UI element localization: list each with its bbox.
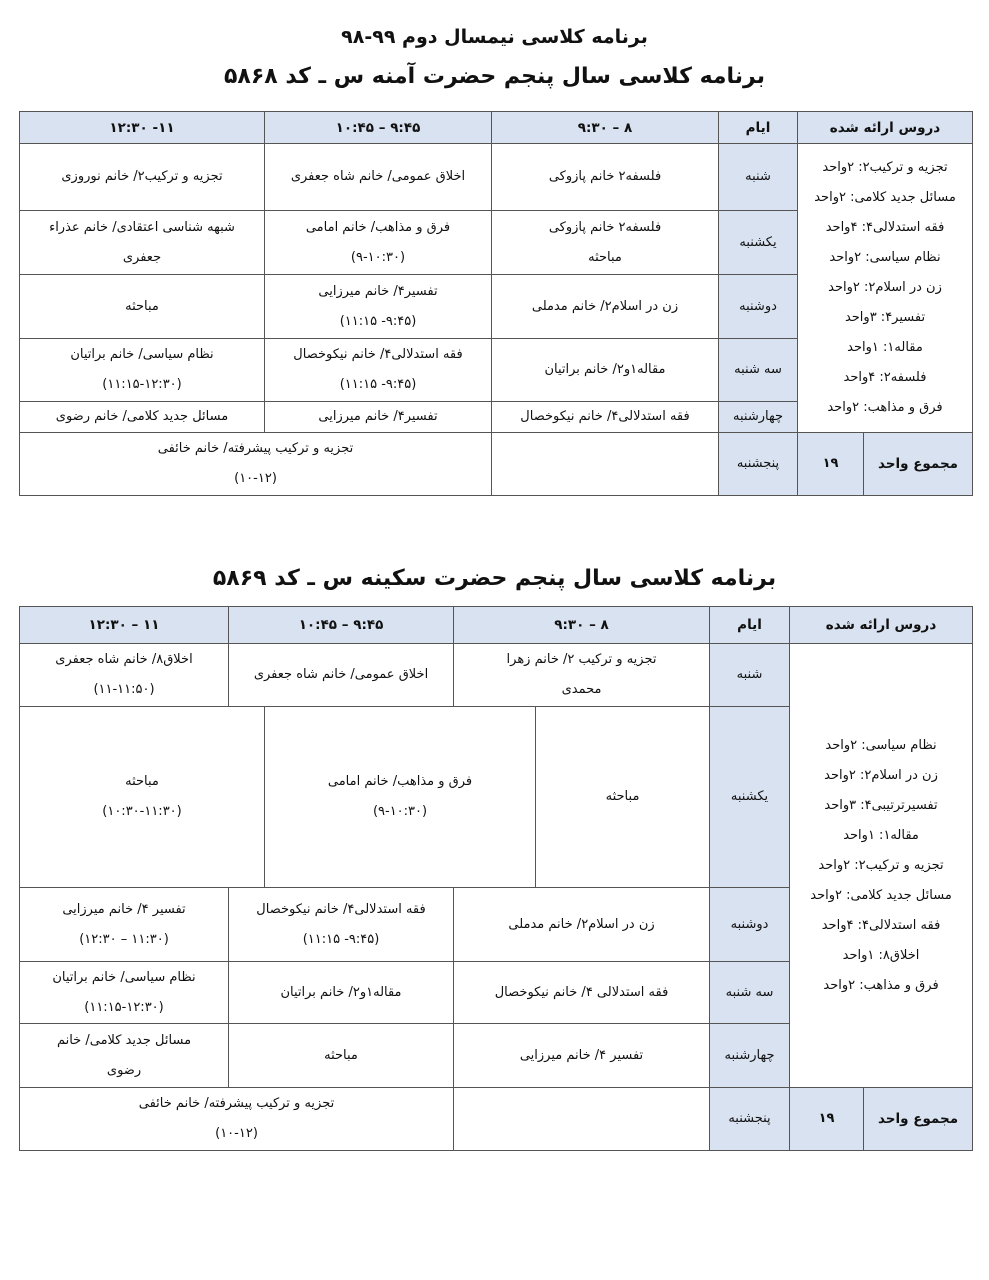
course-item: مسائل جدید کلامی: ۲واحد [814,190,956,205]
header-slot-3: ۱۱ – ۱۲:۳۰ [20,607,229,644]
schedule-cell [20,1088,454,1151]
cell-line: اخلاق۸/ خانم شاه جعفری [55,652,193,667]
schedule-cell: تفسیر۴/ خانم میرزایی [265,402,492,433]
header-slot-2: ۹:۴۵ – ۱۰:۴۵ [265,112,492,144]
cell-line: محمدی [561,682,602,697]
schedule-cell: مباحثه [20,275,265,339]
schedule-table-sakineh [19,606,973,1151]
header-slot-2: ۹:۴۵ – ۱۰:۴۵ [229,607,454,644]
schedule-table-amene [19,111,973,496]
header-courses: دروس ارائه شده [790,607,973,644]
schedule-cell: اخلاق عمومی/ خانم شاه جعفری [265,144,492,211]
schedule-cell: مباحثه [536,707,710,888]
cell-line: تفسیر ۴/ خانم میرزایی [62,901,186,917]
day-label: یکشنبه [719,211,798,275]
day-label: شنبه [710,644,790,707]
cell-line: (۹:۴۵- ۱۱:۱۵) [339,313,417,329]
course-item: زن در اسلام۲: ۲واحد [828,280,942,295]
class2-title: برنامه کلاسی سال پنجم حضرت سکینه س ـ کد ۵۸۶۹ [212,566,777,591]
cell-line: شبهه شناسی اعتقادی/ خانم عذراء [49,219,235,235]
cell-line: مباحثه [125,774,159,789]
cell-line: تجزیه و ترکیب پیشرفته/ خانم خائفی [138,1096,335,1111]
table-header-row [20,607,973,644]
cell-line: (۱۰-۱۲) [234,471,277,486]
course-item: تجزیه و ترکیب۲: ۲واحد [822,160,948,175]
schedule-cell [492,433,719,496]
schedule-cell: مباحثه [229,1024,454,1088]
table-row-thursday [20,433,973,496]
cell-line: فلسفه۲ خانم پازوکی [548,219,662,235]
schedule-cell [265,339,492,402]
cell-line: فقه استدلالی۴/ خانم نیکوخصال [293,347,463,362]
courses-list [790,644,973,1088]
course-item: تفسیر۴: ۳واحد [844,310,926,325]
table-row-saturday [20,644,973,707]
cell-line: (۱۱:۳۰ – ۱۲:۳۰) [79,931,169,947]
schedule-cell [20,707,265,888]
schedule-cell: زن در اسلام۲/ خانم مدملی [492,275,719,339]
cell-line: (۱۱:۱۵-۱۲:۳۰) [102,377,182,392]
schedule-cell: زن در اسلام۲/ خانم مدملی [454,888,710,962]
course-item: مقاله۱: ۱واحد [847,340,923,355]
day-label: پنجشنبه [710,1088,790,1151]
course-item: زن در اسلام۲: ۲واحد [824,767,938,783]
schedule-cell: مقاله۱و۲/ خانم براتیان [229,962,454,1024]
course-item: فلسفه۲: ۴واحد [843,370,927,385]
total-units-value: ۱۹ [790,1088,864,1151]
cell-line: (۱۱:۱۵-۱۲:۳۰) [84,999,164,1015]
header-days: ایام [719,112,798,144]
schedule-cell [454,644,710,707]
class1-title: برنامه کلاسی سال پنجم حضرت آمنه س ـ کد ۵۸۶۸ [224,64,765,89]
schedule-cell [265,211,492,275]
day-label: سه شنبه [719,339,798,402]
day-label: چهارشنبه [710,1024,790,1088]
courses-list [798,144,973,433]
header-days: ایام [710,607,790,644]
cell-line: نظام سیاسی/ خانم براتیان [52,969,196,985]
course-item: تفسیرترتیبی۴: ۳واحد [824,797,938,813]
schedule-cell [229,888,454,962]
day-label: دوشنبه [710,888,790,962]
schedule-cell: مقاله۱و۲/ خانم براتیان [492,339,719,402]
header-courses: دروس ارائه شده [798,112,973,144]
course-item: فقه استدلالی۴: ۴واحد [821,917,941,933]
schedule-cell: تجزیه و ترکیب۲/ خانم نوروزی [20,144,265,211]
schedule-cell: مسائل جدید کلامی/ خانم رضوی [20,402,265,433]
cell-line: (۱۰:۳۰-۱۱:۳۰) [102,804,182,819]
schedule-cell: فلسفه۲ خانم پازوکی [492,144,719,211]
schedule-cell [265,707,536,888]
cell-line: مسائل جدید کلامی/ خانم [56,1032,192,1048]
day-label: یکشنبه [710,707,790,888]
day-label: دوشنبه [719,275,798,339]
schedule-cell [20,1024,229,1088]
course-item: مقاله۱: ۱واحد [843,827,919,843]
schedule-cell [265,275,492,339]
cell-line: رضوی [106,1062,142,1078]
schedule-cell [20,211,265,275]
course-item: مسائل جدید کلامی: ۲واحد [810,887,952,903]
header-slot-1: ۸ – ۹:۳۰ [492,112,719,144]
course-item: نظام سیاسی: ۲واحد [829,250,941,265]
cell-line: (۹-۱۰:۳۰) [372,804,428,819]
table-row-saturday [20,144,973,211]
cell-line: (۹:۴۵- ۱۱:۱۵) [339,377,417,392]
course-item: نظام سیاسی: ۲واحد [825,737,937,753]
schedule-cell [20,433,492,496]
cell-line: (۱۰-۱۲) [215,1126,258,1141]
cell-line: جعفری [122,249,162,265]
cell-line: (۹:۴۵- ۱۱:۱۵) [302,931,380,947]
cell-line: (۹-۱۰:۳۰) [350,249,406,265]
schedule-cell [492,211,719,275]
cell-line: تفسیر۴/ خانم میرزایی [318,283,438,299]
course-item: تجزیه و ترکیب۲: ۲واحد [818,857,944,873]
table-header-row [20,112,973,144]
schedule-cell: اخلاق عمومی/ خانم شاه جعفری [229,644,454,707]
day-label: پنجشنبه [719,433,798,496]
semester-title: برنامه کلاسی نیمسال دوم ۹۹-۹۸ [341,26,648,48]
total-units-value: ۱۹ [798,433,864,496]
course-item: فرق و مذاهب: ۲واحد [823,977,939,993]
course-item: فقه استدلالی۴: ۴واحد [825,220,945,235]
cell-line: مباحثه [588,249,622,265]
course-item: اخلاق۸: ۱واحد [842,947,920,963]
schedule-cell [20,339,265,402]
schedule-cell [20,962,229,1024]
cell-line: نظام سیاسی/ خانم براتیان [70,347,214,362]
cell-line: فرق و مذاهب/ خانم امامی [327,774,473,789]
schedule-cell: فقه استدلالی ۴/ خانم نیکوخصال [454,962,710,1024]
cell-line: فقه استدلالی۴/ خانم نیکوخصال [256,901,426,917]
cell-line: تجزیه و ترکیب پیشرفته/ خانم خائفی [157,441,354,456]
schedule-cell: فقه استدلالی۴/ خانم نیکوخصال [492,402,719,433]
cell-line: تجزیه و ترکیب ۲/ خانم زهرا [506,652,657,667]
schedule-cell [20,644,229,707]
header-slot-3: ۱۱- ۱۲:۳۰ [20,112,265,144]
header-slot-1: ۸ – ۹:۳۰ [454,607,710,644]
day-label: چهارشنبه [719,402,798,433]
day-label: شنبه [719,144,798,211]
course-item: فرق و مذاهب: ۲واحد [827,400,943,415]
table-row-thursday [20,1088,973,1151]
schedule-cell [20,888,229,962]
total-units-label: مجموع واحد [864,1088,973,1151]
cell-line: (۱۱-۱۱:۵۰) [93,682,155,697]
schedule-cell: تفسیر ۴/ خانم میرزایی [454,1024,710,1088]
schedule-cell [454,1088,710,1151]
cell-line: فرق و مذاهب/ خانم امامی [305,219,451,235]
day-label: سه شنبه [710,962,790,1024]
total-units-label: مجموع واحد [864,433,973,496]
